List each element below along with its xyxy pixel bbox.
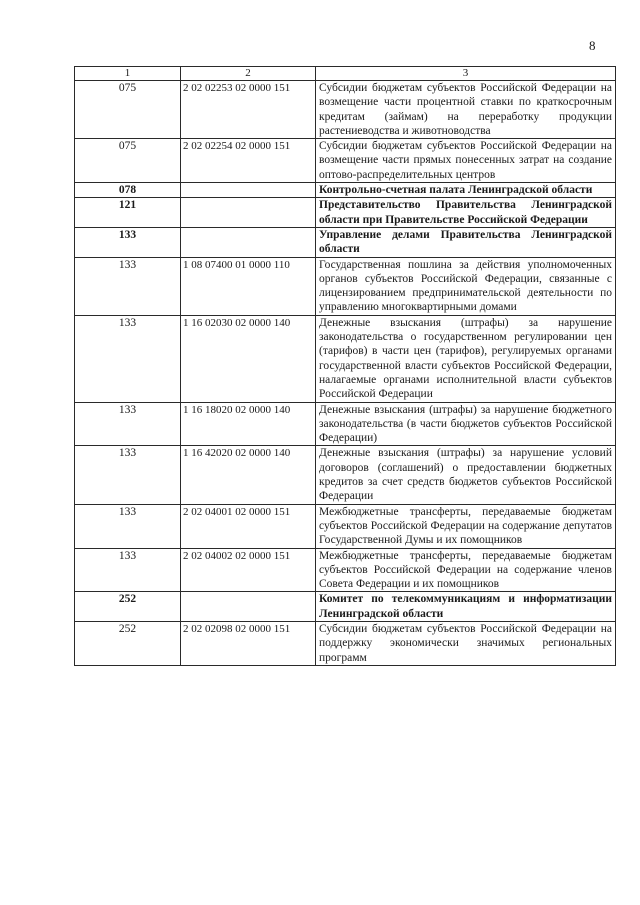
column-header-2: 2: [181, 67, 316, 81]
revenue-description-cell: Денежные взыскания (штрафы) за нарушение законодательства о государственном регулировании цен (тарифов) в части цен (тарифов), регулируемых органами государственной власти субъектов Российской Федерации, налагаемые органами исполнительной власти субъектов Российской Федерации: [316, 315, 616, 402]
revenue-codes-table: [74, 66, 616, 666]
revenue-description-cell: Управление делами Правительства Ленинградской области: [316, 227, 616, 257]
revenue-description-cell: Комитет по телекоммуникациям и информатизации Ленинградской области: [316, 592, 616, 622]
budget-classification-code-cell: 2 02 02098 02 0000 151: [181, 621, 316, 665]
admin-code-cell: 133: [75, 315, 181, 402]
revenue-description-cell: Государственная пошлина за действия уполномоченных органов субъектов Российской Федерации, связанные с лицензированием предпринимательской деятельности по управлению многоквартирными домами: [316, 257, 616, 315]
budget-classification-code-cell: 2 02 04002 02 0000 151: [181, 548, 316, 592]
revenue-description-cell: Субсидии бюджетам субъектов Российской Федерации на поддержку экономически значимых региональных программ: [316, 621, 616, 665]
admin-code-cell: 133: [75, 227, 181, 257]
column-header-1: 1: [75, 67, 181, 81]
budget-classification-code-cell: 2 02 04001 02 0000 151: [181, 504, 316, 548]
budget-classification-code-cell: [181, 183, 316, 198]
budget-classification-code-cell: 1 08 07400 01 0000 110: [181, 257, 316, 315]
budget-classification-code-cell: 1 16 02030 02 0000 140: [181, 315, 316, 402]
admin-code-cell: 133: [75, 257, 181, 315]
table-row: [75, 81, 616, 139]
table-row: [75, 183, 616, 198]
admin-code-cell: 075: [75, 139, 181, 183]
budget-classification-code-cell: [181, 592, 316, 622]
revenue-description-cell: Субсидии бюджетам субъектов Российской Федерации на возмещение части прямых понесенных затрат на создание оптово-распределительных центров: [316, 139, 616, 183]
budget-classification-code-cell: 1 16 18020 02 0000 140: [181, 402, 316, 446]
table-row: [75, 139, 616, 183]
budget-classification-code-cell: [181, 198, 316, 228]
admin-code-cell: 078: [75, 183, 181, 198]
table-row: [75, 621, 616, 665]
revenue-description-cell: Представительство Правительства Ленинградской области при Правительстве Российской Федерации: [316, 198, 616, 228]
budget-classification-code-cell: 2 02 02254 02 0000 151: [181, 139, 316, 183]
revenue-description-cell: Межбюджетные трансферты, передаваемые бюджетам субъектов Российской Федерации на содержание членов Совета Федерации и их помощников: [316, 548, 616, 592]
admin-code-cell: 133: [75, 548, 181, 592]
budget-classification-code-cell: 2 02 02253 02 0000 151: [181, 81, 316, 139]
admin-code-cell: 133: [75, 446, 181, 504]
table-row: [75, 548, 616, 592]
budget-classification-code-cell: [181, 227, 316, 257]
table-row: [75, 446, 616, 504]
revenue-description-cell: Межбюджетные трансферты, передаваемые бюджетам субъектов Российской Федерации на содержание депутатов Государственной Думы и их помощников: [316, 504, 616, 548]
admin-code-cell: 075: [75, 81, 181, 139]
table-body: [75, 81, 616, 666]
admin-code-cell: 252: [75, 621, 181, 665]
admin-code-cell: 133: [75, 402, 181, 446]
table-header-row: [75, 67, 616, 81]
admin-code-cell: 121: [75, 198, 181, 228]
table-row: [75, 198, 616, 228]
revenue-description-cell: Контрольно-счетная палата Ленинградской области: [316, 183, 616, 198]
admin-code-cell: 252: [75, 592, 181, 622]
revenue-description-cell: Денежные взыскания (штрафы) за нарушение бюджетного законодательства (в части бюджетов субъектов Российской Федерации): [316, 402, 616, 446]
page-number: 8: [589, 38, 596, 53]
revenue-description-cell: Денежные взыскания (штрафы) за нарушение условий договоров (соглашений) о предоставлении бюджетных кредитов за счет средств бюджетов субъектов Российской Федерации: [316, 446, 616, 504]
table-row: [75, 257, 616, 315]
table-row: [75, 315, 616, 402]
revenue-description-cell: Субсидии бюджетам субъектов Российской Федерации на возмещение части процентной ставки по краткосрочным кредитам (займам) на переработку продукции растениеводства и животноводства: [316, 81, 616, 139]
table-row: [75, 402, 616, 446]
table-row: [75, 592, 616, 622]
table-row: [75, 504, 616, 548]
budget-classification-code-cell: 1 16 42020 02 0000 140: [181, 446, 316, 504]
column-header-3: 3: [316, 67, 616, 81]
admin-code-cell: 133: [75, 504, 181, 548]
table-row: [75, 227, 616, 257]
